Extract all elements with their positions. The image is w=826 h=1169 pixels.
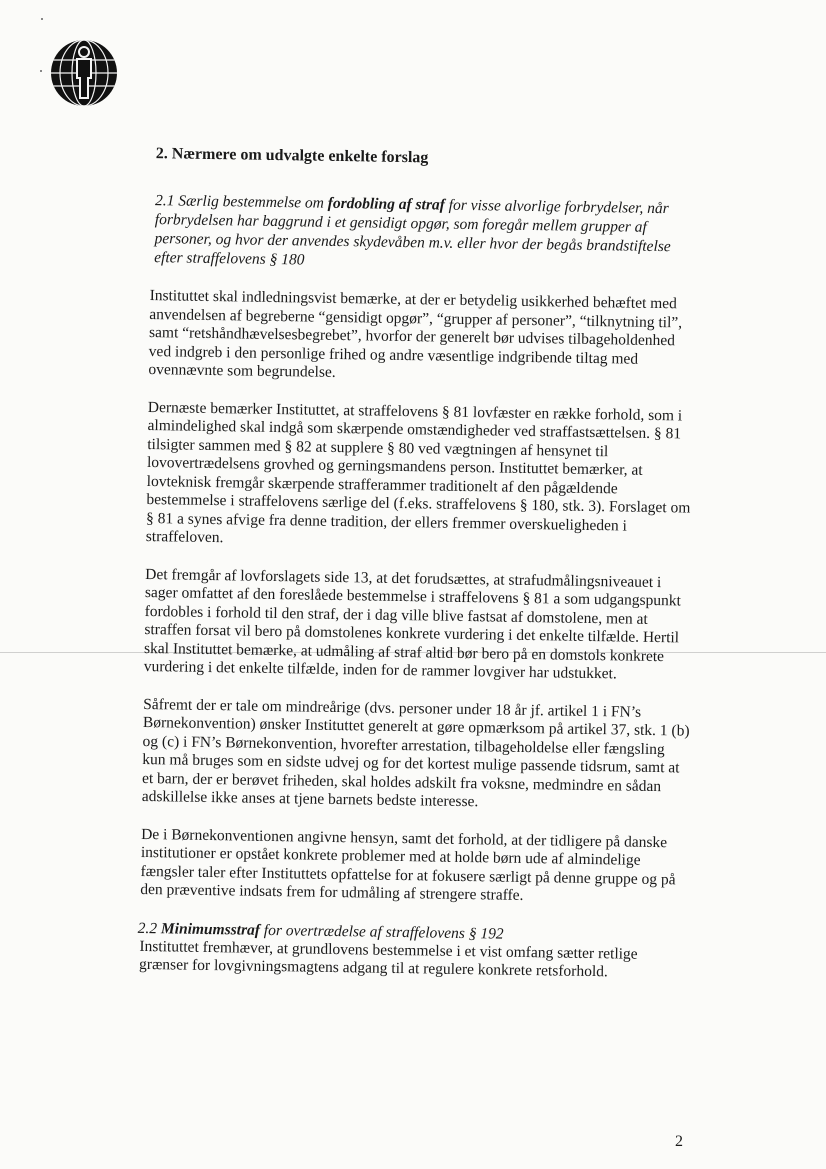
paragraph: De i Børnekonventionen angivne hensyn, samt det forhold, at der tidligere på danske institutioner er opstået konkrete problemer med at holde børn ude af almindelige fængsler taler efter Instituttets opfattelse for at fokusere særligt på denne gruppe og på den præventive indsats frem for udmåling af strengere straffe. bbox=[140, 825, 676, 904]
subsection-rest: for visse alvorlige forbrydelser, når forbrydelsen har baggrund i et gensidigt opgør, som foregår mellem grupper af personer, og hvor der anvendes skydevåben m.v. eller hvor der begås brandstiftelse efter straffelovens § 180 bbox=[154, 196, 671, 269]
subsection-lead: 2.2 bbox=[137, 919, 162, 937]
scan-speck bbox=[40, 70, 42, 72]
subsection-lead: 2.1 Særlig bestemmelse om bbox=[154, 192, 328, 212]
paragraph: Instituttet skal indledningsvist bemærke, at der er betydelig usikkerhed behæftet med anvendelsen af begreberne “gensidigt opgør”, “grupper af personer”, “tilknytning til”, samt “retshåndhævelsesbegrebet”, hvorfor der generelt bør udvises tilbageholdenhed ved indgreb i den personlige frihed og andre væsentlige indgribende tiltag med ovennævnte som begrundelse. bbox=[148, 287, 683, 381]
subsection-bold: Minimumsstraf bbox=[160, 919, 261, 939]
paragraph: Instituttet fremhæver, at grundlovens bestemmelse i et vist omfang sætter retlige grænser for lovgivningsmagtens adgang til at regulere konkrete retsforhold. bbox=[138, 937, 638, 981]
paragraph: Dernæste bemærker Instituttet, at straffelovens § 81 lovfæster en række forhold, som i almindelighed skal indgå som skærpende omstændigheder ved straffastsættelsen. § 81 tilsigter sammen med § 82 at supplere § 80 ved vægtningen af hensynet til lovovertrædelsens grovhed og gerningsmandens person. Instituttet bemærker, at lovteknisk fremgår skærpende strafferammer traditionelt af den pågældende bestemmelse i straffelovens særlige del (f.eks. straffelovens § 180, stk. 3). Forslaget om § 81 a synes afvige fra denne tradition, der ellers fremmer overskueligheden i straffeloven. bbox=[145, 398, 691, 547]
section-heading: 2. Nærmere om udvalgte enkelte forslag bbox=[155, 145, 429, 167]
subsection-rest: for overtrædelse af straffelovens § 192 bbox=[259, 921, 504, 943]
letter-body bbox=[137, 145, 700, 1002]
institution-logo-icon bbox=[49, 38, 119, 108]
paragraph: Det fremgår af lovforslagets side 13, at det forudsættes, at strafudmålingsniveauet i sager omfattet af den foreslåede bestemmelse i straffelovens § 81 a som udgangspunkt fordobles i forhold til den straf, der i dag ville blive fastsat af domstolene, men at straffen forsat vil bero på domstolenes konkrete vurdering i det enkelte tilfælde. Hertil skal Instituttet bemærke, at udmåling af straf altid bør bero på en domstols konkrete vurdering i det enkelte tilfælde, inden for de rammer lovgiver har udstukket. bbox=[143, 565, 682, 683]
paragraph: Såfremt der er tale om mindreårige (dvs. personer under 18 år jf. artikel 1 i FN’s Børnekonvention) ønsker Instituttet generelt at gøre opmærksom på artikel 37, stk. 1 (b) og (c) i FN’s Børnekonvention, hvorefter arrestation, tilbageholdelse eller fængsling kun må bruges som en sidste udvej og for det kortest mulige passende tidsrum, samt at et barn, der er berøvet friheden, skal holdes adskilt fra voksne, medmindre en sådan adskillelse ikke anses at tjene barnets bedste interesse. bbox=[141, 695, 690, 811]
scan-speck bbox=[41, 18, 43, 20]
subsection-title-2-1 bbox=[154, 191, 699, 276]
subsection-bold: fordobling af straf bbox=[327, 194, 445, 214]
page-number: 2 bbox=[675, 1133, 683, 1150]
